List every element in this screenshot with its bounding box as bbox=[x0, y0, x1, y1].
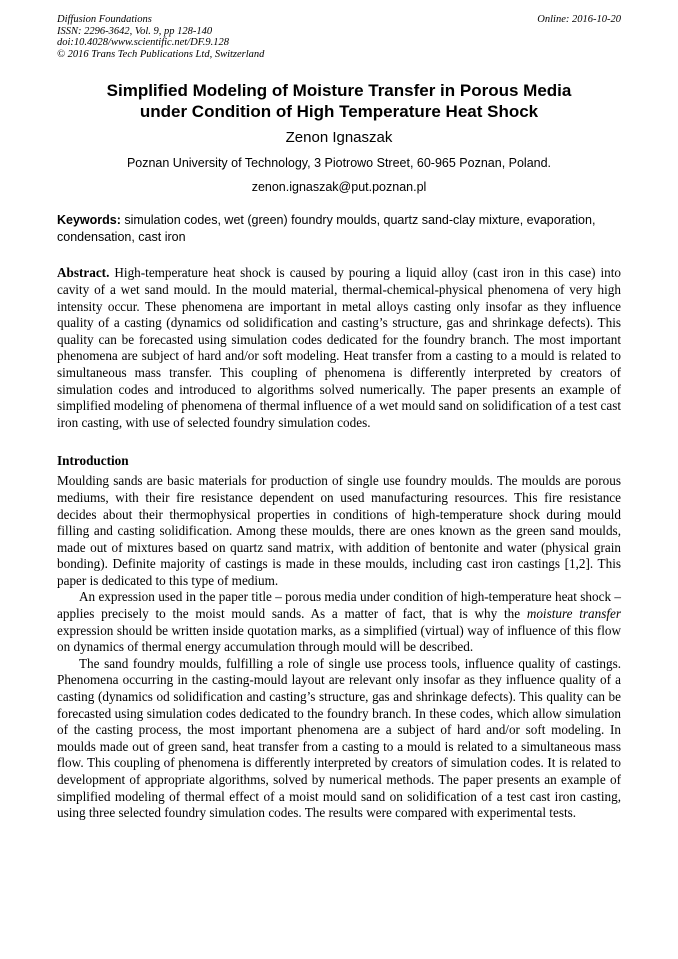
abstract-text: High-temperature heat shock is caused by pouring a liquid alloy (cast iron in this case) into cavity of a wet sand mould. In the mould material, thermal-chemical-physical phenomena of very high intensity occur. These phenomena are important in metal alloys casting only insofar as they influence quality of a casting (dynamics od solidification and casting’s structure, gas and shrinkage defects). This quality can be forecasted using simulation codes dedicated for the foundry branch. The most important phenomena are subject of hard and/or soft modeling. Heat transfer from a casting to a mould is related to simultaneous mass transfer. This coupling of phenomena is differently interpreted by creators of simulation codes and introduced to algorithms solved numerically. The paper presents an example of simplified modeling of phenomena of thermal influence of a wet mould sand on solidification of a test cast iron casting, with use of selected foundry simulation codes. bbox=[57, 265, 621, 430]
journal-issn-volume: ISSN: 2296-3642, Vol. 9, pp 128-140 bbox=[57, 25, 213, 37]
journal-header bbox=[57, 14, 621, 60]
text-run: moisture transfer bbox=[526, 606, 621, 622]
journal-copyright: © 2016 Trans Tech Publications Ltd, Switzerland bbox=[57, 48, 265, 60]
paper-title-line-1: Simplified Modeling of Moisture Transfer in Porous Media bbox=[106, 81, 572, 101]
author-email: zenon.ignaszak@put.poznan.pl bbox=[251, 180, 427, 195]
text-run: The sand foundry moulds, fulfilling a role of single use process tools, influence quality of castings. Phenomena occurring in the casting-mould layout are relevant only insofar as they influence quality of a casting (dynamics od solidification and casting’s structure, gas and shrinkage defects). This quality can be forecasted using simulation codes dedicated to the foundry branch. In these codes, which allow simulation of the casting process, the most important phenomena are a subject of hard and/or soft modeling. In moulds made out of green sand, heat transfer from a casting to a mould is related to a simultaneous mass flow. This coupling of phenomena is differently interpreted by creators of simulation codes. It is related to development of appropriate algorithms, solved by numerical methods. The paper presents an example of simplified modeling of thermal effect of a moist mould sand on solidification of a test cast iron casting, using three selected foundry simulation codes. The results were compared with experimental tests. bbox=[57, 655, 621, 821]
section-heading-introduction: Introduction bbox=[57, 453, 129, 469]
text-run: Moulding sands are basic materials for production of single use foundry moulds. The moulds are porous mediums, with their fire resistance dependent on used manufacturing resources. This fire resistance decides about their thermophysical properties in conditions of high-temperature shock during mould filling and casting solidification. Among these moulds, there are ones known as the green sand moulds, made out of mixtures based on quartz sand matrix, with addition of bentonite and water (physical grain bonding). Definite majority of castings is made in these moulds, including cast iron castings [1,2]. This paper is dedicated to this type of medium. bbox=[57, 473, 621, 588]
keywords-block bbox=[57, 212, 621, 246]
author-name: Zenon Ignaszak bbox=[285, 129, 393, 147]
keywords-label: Keywords: bbox=[57, 213, 121, 228]
paragraph bbox=[57, 656, 621, 822]
author-affiliation: Poznan University of Technology, 3 Piotrowo Street, 60-965 Poznan, Poland. bbox=[126, 156, 552, 171]
journal-doi: doi:10.4028/www.scientific.net/DF.9.128 bbox=[57, 37, 229, 49]
text-run: An expression used in the paper title – porous media under condition of high-temperature heat shock – applies precisely to the moist mould sands. As a matter of fact, that is why the bbox=[57, 589, 621, 622]
introduction-paragraphs bbox=[57, 473, 621, 821]
online-date: Online: 2016-10-20 bbox=[537, 14, 621, 25]
abstract-block bbox=[57, 265, 621, 431]
keywords-text: simulation codes, wet (green) foundry moulds, quartz sand-clay mixture, evaporation, condensation, cast iron bbox=[57, 213, 596, 245]
journal-name: Diffusion Foundations bbox=[57, 14, 152, 25]
journal-header-left bbox=[57, 14, 264, 60]
paragraph bbox=[57, 589, 621, 655]
paper-title-line-2: under Condition of High Temperature Heat Shock bbox=[139, 102, 539, 122]
text-run: expression should be written inside quotation marks, as a simplified (virtual) way of influence of this flow on dynamics of thermal energy accumulation through mould will be described. bbox=[57, 622, 621, 655]
abstract-label: Abstract. bbox=[57, 265, 110, 281]
paragraph bbox=[57, 473, 621, 589]
paper-title bbox=[57, 80, 621, 122]
